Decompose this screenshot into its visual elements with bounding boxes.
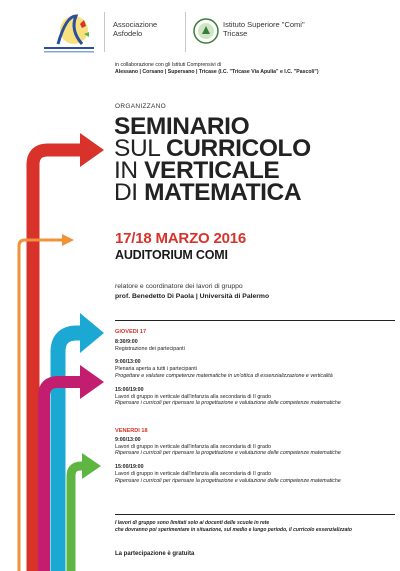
session-activity: Lavori di gruppo in verticale dall'infanzia alla secondaria di II grado bbox=[115, 443, 271, 450]
association-name bbox=[113, 20, 157, 38]
day-heading: VENERDI 18 bbox=[115, 428, 148, 434]
title-line4 bbox=[114, 179, 394, 206]
school-name bbox=[223, 20, 305, 38]
title-word: DI bbox=[114, 179, 145, 206]
green-arrow bbox=[71, 466, 86, 571]
speaker-name: prof. Benedetto Di Paola | Università di Palermo bbox=[115, 293, 270, 300]
red-arrow bbox=[33, 150, 84, 571]
programme-day2 bbox=[115, 428, 400, 485]
session-time: 15:00/19:00 bbox=[115, 464, 144, 471]
session-time: 15:00/19:00 bbox=[115, 386, 144, 393]
title-word: SEMINARIO bbox=[114, 113, 250, 140]
section-divider bbox=[115, 320, 395, 321]
title-word: CURRICOLO bbox=[165, 135, 311, 162]
title-word: IN bbox=[114, 157, 145, 184]
association-line1: Associazione bbox=[113, 20, 158, 29]
collaboration-intro: in collaborazione con gli Istituti Comprensivi di bbox=[115, 62, 222, 68]
organizers-label: ORGANIZZANO bbox=[115, 103, 166, 110]
schools-list: Alessano | Corsano | Supersano | Tricase (I.C. "Tricase Via Apulia" e I.C. "Pascoli") bbox=[115, 68, 319, 75]
note-line1: I lavori di gruppo sono limitati solo ai docenti delle scuole in rete bbox=[115, 520, 270, 526]
green-arrow-head bbox=[82, 453, 101, 479]
collaboration-schools bbox=[115, 69, 400, 76]
header-divider bbox=[104, 12, 105, 52]
magenta-arrow-head bbox=[80, 365, 104, 399]
session-topic: Ripensare i curricoli per ripensare la progettazione e valutazione delle competenze matematiche bbox=[115, 450, 341, 457]
speaker-label: relatore e coordinatore dei lavori di gruppo bbox=[115, 283, 243, 290]
event-date: 17/18 MARZO 2016 bbox=[115, 230, 247, 247]
free-participation: La partecipazione è gratuita bbox=[115, 551, 195, 557]
note-line2: che dovranno poi sperimentare in situazione, sul medio e lungo periodo, il curricolo essenzializzato bbox=[115, 526, 352, 533]
seminar-title bbox=[114, 113, 394, 206]
session-activity: Lavori di gruppo in verticale dall'infanzia alla secondaria di II grado bbox=[115, 470, 271, 477]
school-line2: Tricase bbox=[223, 29, 248, 38]
asfodelo-logo bbox=[40, 10, 98, 58]
cyan-arrow-head bbox=[80, 313, 104, 353]
session-time: 8:30/9:00 bbox=[115, 338, 138, 345]
event-venue: AUDITORIUM COMI bbox=[115, 248, 228, 262]
session-activity: Plenaria aperta a tutti i partecipanti bbox=[115, 366, 197, 373]
title-word: MATEMATICA bbox=[144, 179, 302, 206]
school-line1: Istituto Superiore "Comi" bbox=[223, 20, 305, 29]
section-divider bbox=[115, 514, 395, 515]
programme-day1 bbox=[115, 329, 400, 407]
association-line2: Asfodelo bbox=[113, 29, 143, 38]
title-word: SUL bbox=[114, 135, 166, 162]
collaboration-block bbox=[115, 62, 400, 75]
day-heading: GIOVEDI 17 bbox=[115, 329, 147, 335]
school-seal-logo bbox=[193, 18, 219, 44]
magenta-arrow bbox=[44, 382, 84, 571]
session-topic: Progettare e valutare competenze matematiche in un'ottica di essenzializzazione e verticalità bbox=[115, 372, 333, 379]
cyan-arrow bbox=[58, 333, 84, 571]
session-activity: Registrazione dei partecipanti bbox=[115, 345, 185, 352]
header-divider bbox=[185, 12, 186, 52]
title-word: VERTICALE bbox=[144, 157, 280, 184]
header bbox=[0, 8, 400, 60]
orange-arrow bbox=[19, 240, 64, 571]
session-time: 9:00/13:00 bbox=[115, 359, 141, 366]
red-arrow-head bbox=[80, 133, 104, 167]
session-time: 9:00/13:00 bbox=[115, 436, 141, 443]
workshop-note bbox=[115, 520, 400, 533]
session-topic: Ripensare i curricoli per ripensare la progettazione e valutazione delle competenze matematiche bbox=[115, 400, 341, 407]
session-activity: Lavori di gruppo in verticale dall'infanzia alla secondaria di II grado bbox=[115, 393, 271, 400]
session-topic: Ripensare i curricoli per ripensare la progettazione e valutazione delle competenze matematiche bbox=[115, 477, 341, 484]
orange-arrow-head bbox=[62, 234, 74, 246]
